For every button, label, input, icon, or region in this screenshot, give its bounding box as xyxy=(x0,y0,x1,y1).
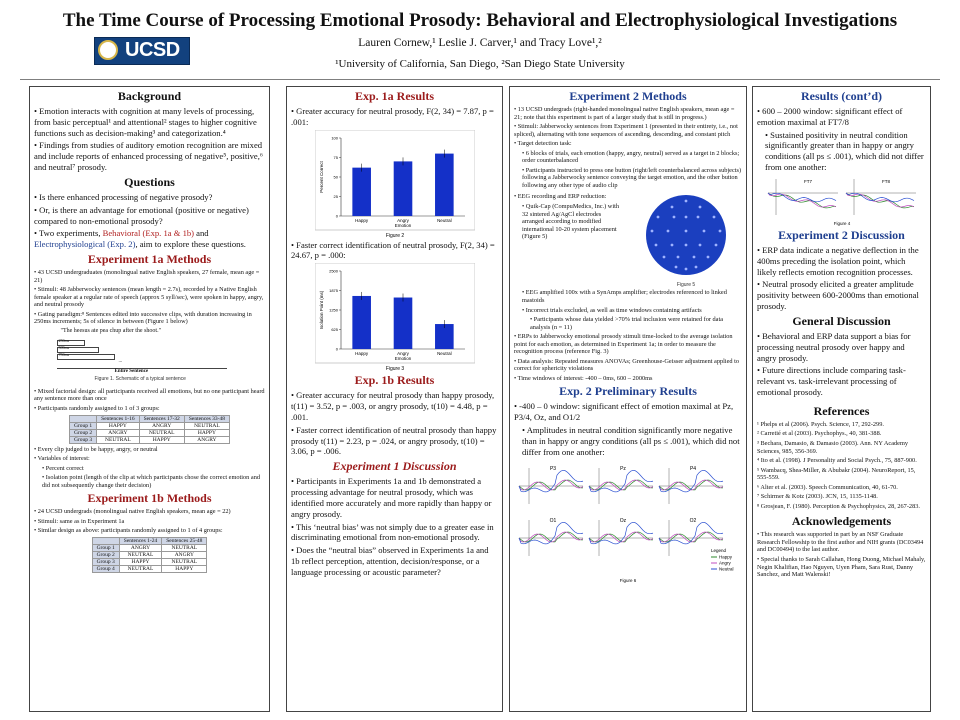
x-tick-label: Neutral xyxy=(436,217,452,223)
x-tick-label: Angry xyxy=(396,217,409,223)
general-discussion-2: • Future directions include comparing task-relevant vs. task-irrelevant processing of emotional prosody. xyxy=(757,365,926,397)
authors: Lauren Cornew,¹ Leslie J. Carver,¹ and Tracy Love¹,² xyxy=(358,37,602,49)
exp1a-table-cell: NEUTRAL xyxy=(139,429,184,436)
exp2-prelim-result-1: • -400 – 0 window: significant effect of emotion maximal at Pz, P3/4, Oz, and O1/2 xyxy=(514,401,742,423)
erp-trace-neutral xyxy=(519,522,583,544)
legend-item: Happy xyxy=(719,554,733,560)
exp1a-group-table xyxy=(69,415,230,444)
exp1a-table-header-1: Sentences 1-16 xyxy=(97,415,139,422)
electrode-dot xyxy=(657,216,660,219)
y-tick-label: 50 xyxy=(333,174,338,180)
references-heading: References xyxy=(813,403,870,418)
erp-trace-angry xyxy=(589,480,653,490)
legend-item: Angry xyxy=(719,560,731,566)
erp-panel-o1 xyxy=(519,518,583,556)
exp1a-results-heading: Exp. 1a Results xyxy=(354,89,434,103)
exp2-method-7: • Quik-Cap (CompuMedics, Inc.) with 32 sintered Ag/AgCl electrodes arranged according to modified international 10-20 system placement (Figure 5) xyxy=(514,203,624,241)
erp-panel-p3 xyxy=(519,466,583,504)
erp-panel-p4 xyxy=(659,466,723,504)
exp1a-table-header-0 xyxy=(69,415,96,422)
exp1a-variable-2: • Isolation point (length of the clip at which participants chose the correct emotion and did not subsequently change their decision) xyxy=(34,474,265,489)
electrode-dot xyxy=(663,256,666,259)
exp2-methods-heading: Experiment 2 Methods xyxy=(569,89,687,103)
question-2: • Or, is there an advantage for emotional (positive or negative) compared to non-emotional prosody? xyxy=(34,205,265,227)
exp1a-method-4: • Mixed factorial design: all participants received all emotions, but no one participant heard any sentence more than once xyxy=(34,388,265,403)
reference-item: ⁵ Wambacq, Shea-Miller, & Abubakr (2004). NeuroReport, 15, 555-559. xyxy=(757,466,916,482)
general-discussion-1: • Behavioral and ERP data support a bias for processing neutral prosody over happy and angry prosody. xyxy=(757,331,926,363)
erp-label: Oz xyxy=(619,517,627,524)
y-tick-label: 75 xyxy=(333,154,338,160)
electrode-dot xyxy=(719,230,722,233)
logo-text: UCSD xyxy=(125,39,180,61)
exp1b-table-cell: NEUTRAL xyxy=(119,551,161,558)
electrode-dot xyxy=(697,216,700,219)
exp1b-table-cell: Group 1 xyxy=(92,544,119,551)
figure-6-erp-waveforms xyxy=(515,460,741,584)
column-1 xyxy=(29,86,270,712)
exp1a-table-header-2: Sentences 17-32 xyxy=(139,415,184,422)
y-tick-label: 0 xyxy=(335,213,338,219)
reference-item: ³ Bechara, Damasio, & Damasio (2003). Ann. NY Academy Sciences, 985, 356-369. xyxy=(757,440,908,455)
exp1a-table-header-3: Sentences 33-48 xyxy=(184,415,229,422)
questions-heading: Questions xyxy=(124,174,175,189)
exp2-method-6: • EEG recording and ERP reduction: xyxy=(514,193,624,201)
references-list xyxy=(757,421,926,510)
exp1a-table-cell: Group 1 xyxy=(69,422,96,429)
electrode-dot xyxy=(713,216,716,219)
figure-2-accuracy-chart xyxy=(315,130,475,238)
figure-4-ft-waveforms xyxy=(762,175,922,227)
figure-1-quote: "The heesus ate pea chup after the shoot." xyxy=(60,327,162,334)
exp1a-method-7: • Variables of interest: xyxy=(34,455,265,463)
exp1b-table-cell: NEUTRAL xyxy=(162,544,207,551)
figure-1-caption: Figure 1. Schematic of a typical sentence xyxy=(94,375,186,382)
exp2-method-9: • Incorrect trials excluded, as well as time windows containing artifacts xyxy=(514,307,742,315)
electrode-dot xyxy=(675,266,678,269)
electrode-dot xyxy=(707,256,710,259)
y-tick-label: 100 xyxy=(330,135,338,141)
figure-6-caption: Figure 6 xyxy=(619,577,637,583)
x-tick-label: Neutral xyxy=(436,351,452,357)
bar-happy xyxy=(352,296,371,349)
y-tick-label: 1875 xyxy=(328,288,338,294)
erp-trace-angry xyxy=(659,480,723,490)
electrode-dot xyxy=(703,230,706,233)
exp1a-method-3: • Gating paradigm:⁸ Sentences edited into successive clips, with duration increasing in 250ms increments; 5s of silence in between (Figure 1 below) xyxy=(34,311,265,326)
electrode-dot xyxy=(699,206,702,209)
exp1b-results-heading: Exp. 1b Results xyxy=(354,373,435,388)
erp-label: O2 xyxy=(689,517,697,524)
x-tick-label: Happy xyxy=(354,351,368,357)
erp-trace-neutral xyxy=(659,470,723,492)
exp1b-methods-heading: Experiment 1b Methods xyxy=(87,491,212,506)
exp1b-table-cell: NEUTRAL xyxy=(162,558,207,565)
eeg-section xyxy=(514,191,742,287)
affiliations: ¹University of California, San Diego, ²San Diego State University xyxy=(335,58,625,70)
figure-5-electrode-cap xyxy=(632,193,740,289)
electrode-dot xyxy=(685,244,688,247)
exp1b-table-header-1: Sentences 1-24 xyxy=(119,537,161,544)
exp2-method-2: • Stimuli: Jabberwocky sentences from Experiment 1 (presented in their entirety, i.e., not spliced), alternating with tone sequences of ascending, descending, and constant pitch xyxy=(514,123,742,138)
results-contd-heading: Results (cont’d) xyxy=(801,89,882,103)
question-3: • Two experiments, Behavioral (Exp. 1a & 1b) and Electrophysiological (Exp. 2), aim to explore these questions. xyxy=(34,228,265,250)
bar-angry xyxy=(393,298,412,349)
column-3 xyxy=(509,86,747,712)
erp-trace-angry xyxy=(589,532,653,542)
background-heading: Background xyxy=(117,89,182,103)
electrode-dot xyxy=(671,244,674,247)
erp-trace-neutral xyxy=(589,522,653,544)
electrode-dot xyxy=(671,206,674,209)
erp-label: P3 xyxy=(549,465,557,472)
erp-label: O1 xyxy=(549,517,557,524)
exp1a-table-cell: HAPPY xyxy=(184,429,229,436)
exp1b-table-header-0 xyxy=(92,537,119,544)
erp-trace-neutral xyxy=(519,470,583,492)
table-row xyxy=(92,558,207,565)
electrode-dot xyxy=(677,256,680,259)
table-row xyxy=(92,565,207,572)
header-divider xyxy=(20,79,940,80)
x-tick-label: Happy xyxy=(354,217,368,223)
general-discussion-heading: General Discussion xyxy=(792,313,891,328)
x-axis-label: Emotion xyxy=(394,222,411,228)
y-tick-label: 1250 xyxy=(328,307,338,313)
erp-trace-angry xyxy=(519,480,583,490)
electrode-dot xyxy=(693,256,696,259)
reference-item: ⁴ Ito et al. (1998). J Personality and Social Psych., 75, 887-900. xyxy=(757,457,917,465)
exp1a-method-6: • Every clip judged to be happy, angry, or neutral xyxy=(34,446,265,454)
y-axis-label: Isolation Point (ms) xyxy=(318,291,324,330)
erp-trace-angry xyxy=(519,532,583,542)
y-tick-label: 2500 xyxy=(328,268,338,274)
reference-item: ⁸ Grosjean, F. (1980). Perception & Psychophysics, 28, 267-283. xyxy=(757,502,920,510)
electrode-dot xyxy=(715,244,718,247)
exp1a-table-cell: HAPPY xyxy=(139,436,184,443)
column-2 xyxy=(286,86,503,712)
y-tick-label: 0 xyxy=(335,346,338,352)
ft-label: FT8 xyxy=(881,178,890,184)
chart-caption: Figure 2 xyxy=(385,232,404,238)
electrode-dot xyxy=(695,266,698,269)
electrode-dot xyxy=(651,230,654,233)
exp1a-table-cell: Group 3 xyxy=(69,436,96,443)
exp1-discussion-1: • Participants in Experiments 1a and 1b demonstrated a processing advantage for neutral prosody, which was identified more accurately and more rapidly than happy or angry prosody. xyxy=(291,476,498,519)
electrode-dot xyxy=(673,216,676,219)
exp1b-table-cell: Group 2 xyxy=(92,551,119,558)
results-contd-2: • Sustained positivity in neutral condition significantly greater than in happy or angry conditions (all ps ≤ .001), which did not differ from one another: xyxy=(757,130,926,173)
exp2-method-3: • Target detection task: xyxy=(514,140,742,148)
exp1b-table-cell: NEUTRAL xyxy=(119,565,161,572)
reference-item: ¹ Phelps et al (2006). Psych. Science, 17, 292-299. xyxy=(757,420,884,428)
exp1b-method-2: • Stimuli: same as in Experiment 1a xyxy=(34,518,265,526)
table-row xyxy=(69,436,229,443)
exp1a-method-1: • 43 UCSD undergraduates (monolingual native English speakers, 27 female, mean age = 21) xyxy=(34,269,265,284)
exp2-discussion-heading: Experiment 2 Discussion xyxy=(778,227,905,242)
exp1a-result-1: • Greater accuracy for neutral prosody, F(2, 34) = 7.87, p = .001: xyxy=(291,106,498,128)
exp1-discussion-3: • Does the “neutral bias” observed in Experiments 1a and 1b reflect perception, attention, decision/response, or a language processing or acoustic parameter? xyxy=(291,545,498,577)
ft-panel-ft8 xyxy=(846,179,916,215)
background-bullet-1: • Emotion interacts with cognition at many levels of processing, from basic perceptual¹ and attentional² stages to higher cognitive functions such as decision-making³ and categorization.⁴ xyxy=(34,106,265,138)
electrode-dot xyxy=(685,200,688,203)
electrode-dot xyxy=(655,244,658,247)
table-row xyxy=(92,551,207,558)
electrode-dot xyxy=(685,268,688,271)
figure-5-caption: Figure 5 xyxy=(676,282,696,289)
figure-4-caption: Figure 4 xyxy=(833,220,850,226)
exp1a-table-cell: NEUTRAL xyxy=(184,422,229,429)
exp1a-table-cell: Group 2 xyxy=(69,429,96,436)
y-axis-label: Percent Correct xyxy=(318,160,324,193)
exp1a-table-cell: HAPPY xyxy=(97,422,139,429)
exp1b-table-cell: ANGRY xyxy=(119,544,161,551)
exp1b-result-2: • Faster correct identification of neutral prosody than happy prosody t(11) = 2.23, p = .024, or angry prosody, t(10) = 3.06, p = .006. xyxy=(291,425,498,457)
exp1a-table-cell: ANGRY xyxy=(184,436,229,443)
table-row xyxy=(69,422,229,429)
poster-title: The Time Course of Processing Emotional Prosody: Behavioral and Electrophysiological Investigations xyxy=(62,10,898,31)
ft-label: FT7 xyxy=(803,178,812,184)
exp2-discussion-2: • Neutral prosody elicited a greater amplitude positivity between 600-2000ms than emotional prosody. xyxy=(757,279,926,311)
exp2-discussion-1: • ERP data indicate a negative deflection in the 400ms preceding the isolation point, which likely reflects emotion recognition processes. xyxy=(757,245,926,277)
table-row xyxy=(92,544,207,551)
gate-label-2: 500ms xyxy=(58,344,70,350)
exp1a-table-cell: ANGRY xyxy=(139,422,184,429)
exp2-method-8: • EEG amplified 100x with a SynAmps amplifier; electrodes referenced to linked mastoids xyxy=(514,289,742,304)
table-row xyxy=(69,429,229,436)
y-tick-label: 25 xyxy=(333,193,338,199)
exp1-discussion-heading: Experiment 1 Discussion xyxy=(332,459,457,474)
results-contd-1: • 600 – 2000 window: significant effect of emotion maximal at FT7/8 xyxy=(757,106,926,128)
ft-trace-angry xyxy=(768,193,836,207)
ft-trace-angry xyxy=(846,193,914,207)
acknowledgement-1: • This research was supported in part by an NSF Graduate Research Fellowship to the first author and NIH grants (DC03494 and DC00494) to the last author. xyxy=(757,531,926,554)
exp2-method-12: • Data analysis: Repeated measures ANOVAs; Greenhouse-Geisser adjustment applied to correct for sphericity violations xyxy=(514,358,742,373)
bar-angry xyxy=(393,161,412,216)
exp2-prelim-result-2: • Amplitudes in neutral condition significantly more negative than in happy or angry conditions (all ps ≤ .001), which did not differ from one another: xyxy=(514,425,742,457)
reference-item: ⁶ Alter et al. (2003). Speech Communication, 40, 61-70. xyxy=(757,483,898,491)
exp1b-result-1: • Greater accuracy for neutral prosody than happy prosody, t(11) = 3.52, p = .003, or angry prosody, t(10) = 4.48, p = .001. xyxy=(291,390,498,422)
reference-item: ² Carretié et al (2003). Psychophys., 40, 381-388. xyxy=(757,430,882,438)
bar-neutral xyxy=(435,153,454,215)
legend-item: Neutral xyxy=(719,566,734,572)
erp-trace-neutral xyxy=(659,522,723,544)
exp1b-table-cell: Group 4 xyxy=(92,565,119,572)
erp-legend xyxy=(711,548,734,572)
x-axis-label: Emotion xyxy=(394,356,411,362)
exp1b-group-table xyxy=(92,537,208,573)
exp2-method-5: • Participants instructed to press one button (right/left counterbalanced across subjects) following a Jabberwocky sentence conveying the target emotion, and the other button following any other type of audio clip xyxy=(514,167,742,190)
exp1a-table-cell: ANGRY xyxy=(97,429,139,436)
erp-label: Pz xyxy=(620,465,626,472)
exp1a-methods-heading: Experiment 1a Methods xyxy=(87,252,212,267)
exp1-discussion-2: • This ‘neutral bias’ was not simply due to a greater ease in discriminating emotional from non-emotional prosody. xyxy=(291,522,498,544)
exp1b-method-1: • 24 UCSD undergrads (monolingual native English speakers, mean age = 22) xyxy=(34,508,265,516)
exp1a-table-cell: NEUTRAL xyxy=(97,436,139,443)
exp1b-table-header-2: Sentences 25-48 xyxy=(162,537,207,544)
gate-label-3: 750ms xyxy=(58,351,70,357)
y-tick-label: 625 xyxy=(330,327,338,333)
erp-trace-angry xyxy=(659,532,723,542)
exp2-method-11: • ERPs to Jabberwocky emotional prosody stimuli time-locked to the average isolation point for each emotion, as determined in Experiment 1a; in order to measure the recognition process (reference Fig. 3) xyxy=(514,333,742,356)
gate-label-more: ... xyxy=(118,358,123,364)
exp2-method-13: • Time windows of interest: -400 – 0ms, 600 – 2000ms xyxy=(514,375,742,383)
exp1b-table-cell: HAPPY xyxy=(162,565,207,572)
exp1a-method-5: • Participants randomly assigned to 1 of 3 groups: xyxy=(34,405,265,413)
legend-title: Legend xyxy=(711,547,727,553)
exp2-method-4: • 6 blocks of trials, each emotion (happy, angry, neutral) served as a target in 2 blocks; order counterbalanced xyxy=(514,150,742,165)
acknowledgements-heading: Acknowledgements xyxy=(791,514,892,529)
exp2-prelim-results-heading: Exp. 2 Preliminary Results xyxy=(559,384,697,399)
erp-panel-pz xyxy=(589,466,653,504)
acknowledgement-2: • Special thanks to Sarah Callahan, Hong Duong, Michael Mahaly, Negin Khalifian, Hao Nguyen, Uyen Pham, Sara Rust, Danny Sanchez, and Matt Walenski! xyxy=(757,556,926,579)
x-tick-label: Angry xyxy=(396,351,409,357)
erp-trace-neutral xyxy=(589,470,653,492)
chart-caption: Figure 3 xyxy=(385,366,404,372)
electrode-dot xyxy=(685,230,688,233)
figure-1-gating-schematic xyxy=(55,328,245,386)
exp1b-table-cell: ANGRY xyxy=(162,551,207,558)
exp1b-method-3: • Similar design as above: participants randomly assigned to 1 of 4 groups: xyxy=(34,527,265,535)
reference-item: ⁷ Schirmer & Kotz (2003). JCN, 15, 1135-1148. xyxy=(757,493,878,501)
figure-3-isolation-chart xyxy=(315,263,475,371)
electrode-dot xyxy=(699,244,702,247)
exp1b-table-cell: HAPPY xyxy=(119,558,161,565)
exp2-method-10: • Participants whose data yielded >70% trial inclusion were retained for data analysis (n = 11) xyxy=(514,316,742,331)
figure-1-axis-label: Entire Sentence xyxy=(114,368,149,374)
erp-label: P4 xyxy=(689,465,697,472)
background-bullet-2: • Findings from studies of auditory emotion recognition are mixed and include reports of enhanced processing of negative⁵, positive,⁶ and neutral⁷ prosody. xyxy=(34,140,265,172)
exp2-method-1: • 13 UCSD undergrads (right-handed monolingual native English speakers, mean age = 21; note that this experiment is part of a larger study that is still in progress.) xyxy=(514,106,742,121)
erp-panel-oz xyxy=(589,518,653,556)
column-4 xyxy=(752,86,931,712)
exp1a-result-2: • Faster correct identification of neutral prosody, F(2, 34) = 24.67, p = .000: xyxy=(291,240,498,262)
exp1a-variable-1: • Percent correct xyxy=(34,465,265,473)
ft-panel-ft7 xyxy=(768,179,838,215)
exp1b-table-cell: Group 3 xyxy=(92,558,119,565)
gate-label-1: 250ms xyxy=(58,337,70,343)
bar-happy xyxy=(352,167,371,215)
exp1a-method-2: • Stimuli: 48 Jabberwocky sentences (mean length = 2.7s), recorded by a Native English female speaker at a regular rate of speech (approx 5 syll/sec), were spoken in happy, angry, and neutral prosody xyxy=(34,286,265,309)
electrode-dot xyxy=(667,230,670,233)
question-1: • Is there enhanced processing of negative prosody? xyxy=(34,192,265,203)
electrode-dot xyxy=(685,216,688,219)
